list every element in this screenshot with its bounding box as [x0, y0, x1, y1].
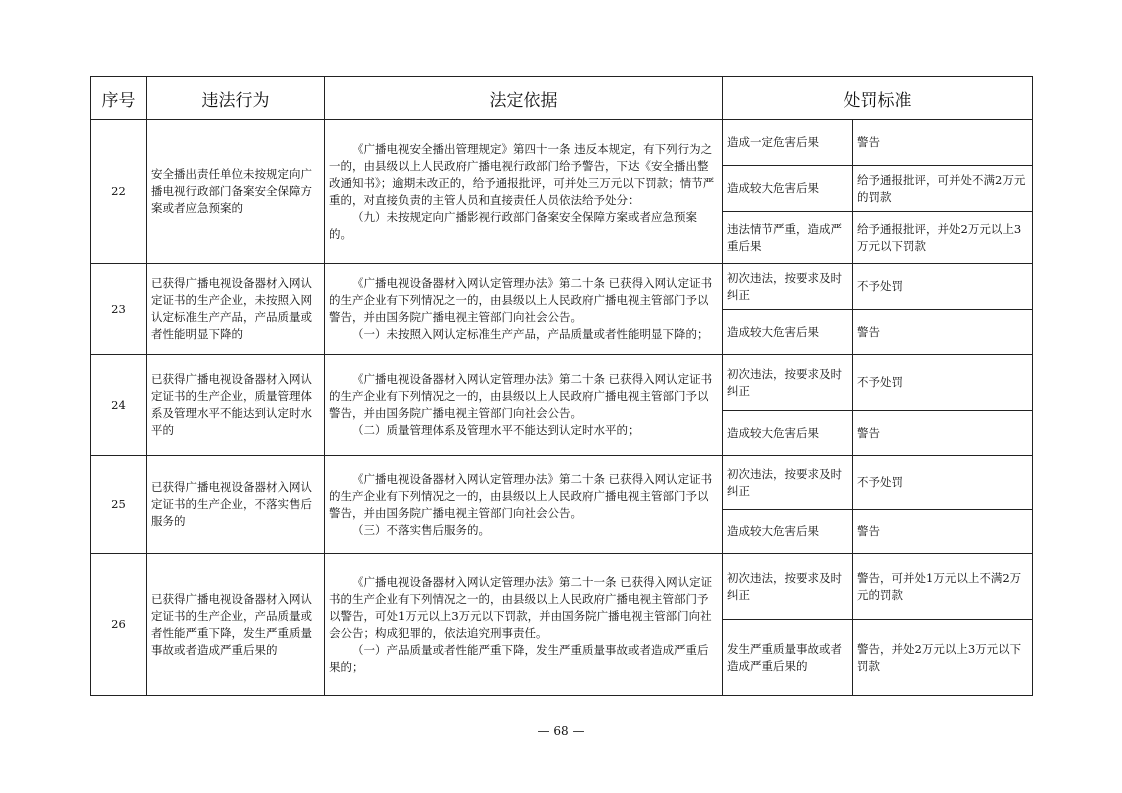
- condition-cell: 造成较大危害后果: [723, 411, 853, 456]
- penalty-cell: 不予处罚: [853, 264, 1033, 310]
- legal-basis-main: 《广播电视设备器材入网认定管理办法》第二十一条 已获得入网认定证书的生产企业有下列情况之一的，由县级以上人民政府广播电视主管部门予以警告，可处1万元以上3万元以下罚款，并由国务院广播电视主管部门向社会公告；构成犯罪的，依法追究刑事责任。: [329, 574, 713, 640]
- violation-text: 已获得广播电视设备器材入网认定证书的生产企业，未按照入网认定标准生产产品，产品质量或者性能明显下降的: [147, 264, 325, 355]
- penalty-cell: 警告: [853, 120, 1033, 166]
- legal-basis-main: 《广播电视设备器材入网认定管理办法》第二十条 已获得入网认定证书的生产企业有下列情况之一的，由县级以上人民政府广播电视主管部门予以警告，并由国务院广播电视主管部门向社会公告。: [329, 276, 713, 324]
- table-row: [91, 456, 1033, 510]
- row-number: 26: [91, 554, 147, 696]
- penalty-cell: 警告: [853, 310, 1033, 355]
- legal-basis: [325, 355, 723, 456]
- violation-text: 已获得广播电视设备器材入网认定证书的生产企业，不落实售后服务的: [147, 456, 325, 554]
- header-num: 序号: [91, 77, 147, 120]
- header-act: 违法行为: [147, 77, 325, 120]
- row-number: 24: [91, 355, 147, 456]
- header-basis: 法定依据: [325, 77, 723, 120]
- penalty-cell: 不予处罚: [853, 355, 1033, 411]
- penalty-cell: 警告: [853, 411, 1033, 456]
- penalty-cell: 给予通报批评，可并处不满2万元的罚款: [853, 166, 1033, 212]
- row-number: 23: [91, 264, 147, 355]
- page-number: — 68 —: [537, 724, 585, 738]
- legal-basis-item: （二）质量管理体系及管理水平不能达到认定时水平的；: [352, 423, 640, 437]
- penalty-cell: 不予处罚: [853, 456, 1033, 510]
- row-number: 25: [91, 456, 147, 554]
- violation-text: 安全播出责任单位未按规定向广播电视行政部门备案安全保障方案或者应急预案的: [147, 120, 325, 264]
- condition-cell: 造成较大危害后果: [723, 310, 853, 355]
- legal-basis-main: 《广播电视设备器材入网认定管理办法》第二十条 已获得入网认定证书的生产企业有下列情况之一的，由县级以上人民政府广播电视主管部门予以警告，并由国务院广播电视主管部门向社会公告。: [329, 372, 713, 420]
- condition-cell: 发生严重质量事故或者造成严重后果的: [723, 620, 853, 696]
- penalty-cell: 给予通报批评，并处2万元以上3万元以下罚款: [853, 212, 1033, 264]
- legal-basis: [325, 554, 723, 696]
- legal-basis-main: 《广播电视安全播出管理规定》第四十一条 违反本规定，有下列行为之一的，由县级以上人民政府广播电视行政部门给予警告，下达《安全播出整改通知书》；逾期未改正的，给予通报批评，可并处三万元以下罚款；情节严重的，对直接负责的主管人员和直接责任人员依法给予处分：: [329, 141, 715, 207]
- penalty-cell: 警告，可并处1万元以上不满2万元的罚款: [853, 554, 1033, 620]
- legal-basis: [325, 264, 723, 355]
- penalty-table: [90, 76, 1033, 696]
- legal-basis-item: （一）产品质量或者性能严重下降，发生严重质量事故或者造成严重后果的；: [329, 642, 709, 674]
- table-row: [91, 355, 1033, 411]
- condition-cell: 造成较大危害后果: [723, 166, 853, 212]
- legal-basis-item: （一）未按照入网认定标准生产产品，产品质量或者性能明显下降的；: [352, 327, 709, 341]
- condition-cell: 造成较大危害后果: [723, 510, 853, 554]
- condition-cell: 造成一定危害后果: [723, 120, 853, 166]
- legal-basis-main: 《广播电视设备器材入网认定管理办法》第二十条 已获得入网认定证书的生产企业有下列情况之一的，由县级以上人民政府广播电视主管部门予以警告，并由国务院广播电视主管部门向社会公告。: [329, 471, 713, 520]
- header-penalty: 处罚标准: [723, 77, 1033, 120]
- condition-cell: 初次违法，按要求及时纠正: [723, 264, 853, 310]
- table-row: [91, 264, 1033, 310]
- penalty-cell: 警告: [853, 510, 1033, 554]
- condition-cell: 初次违法，按要求及时纠正: [723, 554, 853, 620]
- violation-text: 已获得广播电视设备器材入网认定证书的生产企业，产品质量或者性能严重下降，发生严重质量事故或者造成严重后果的: [147, 554, 325, 696]
- legal-basis-item: （九）未按规定向广播影视行政部门备案安全保障方案或者应急预案的。: [329, 209, 697, 241]
- legal-basis: [325, 456, 723, 554]
- table-row: [91, 120, 1033, 166]
- table-row: [91, 554, 1033, 620]
- penalty-cell: 警告，并处2万元以上3万元以下罚款: [853, 620, 1033, 696]
- row-number: 22: [91, 120, 147, 264]
- condition-cell: 违法情节严重，造成严重后果: [723, 212, 853, 264]
- header-row: [91, 77, 1033, 120]
- violation-text: 已获得广播电视设备器材入网认定证书的生产企业，质量管理体系及管理水平不能达到认定时水平的: [147, 355, 325, 456]
- legal-basis: [325, 120, 723, 264]
- condition-cell: 初次违法，按要求及时纠正: [723, 355, 853, 411]
- condition-cell: 初次违法，按要求及时纠正: [723, 456, 853, 510]
- legal-basis-item: （三）不落实售后服务的。: [352, 522, 490, 537]
